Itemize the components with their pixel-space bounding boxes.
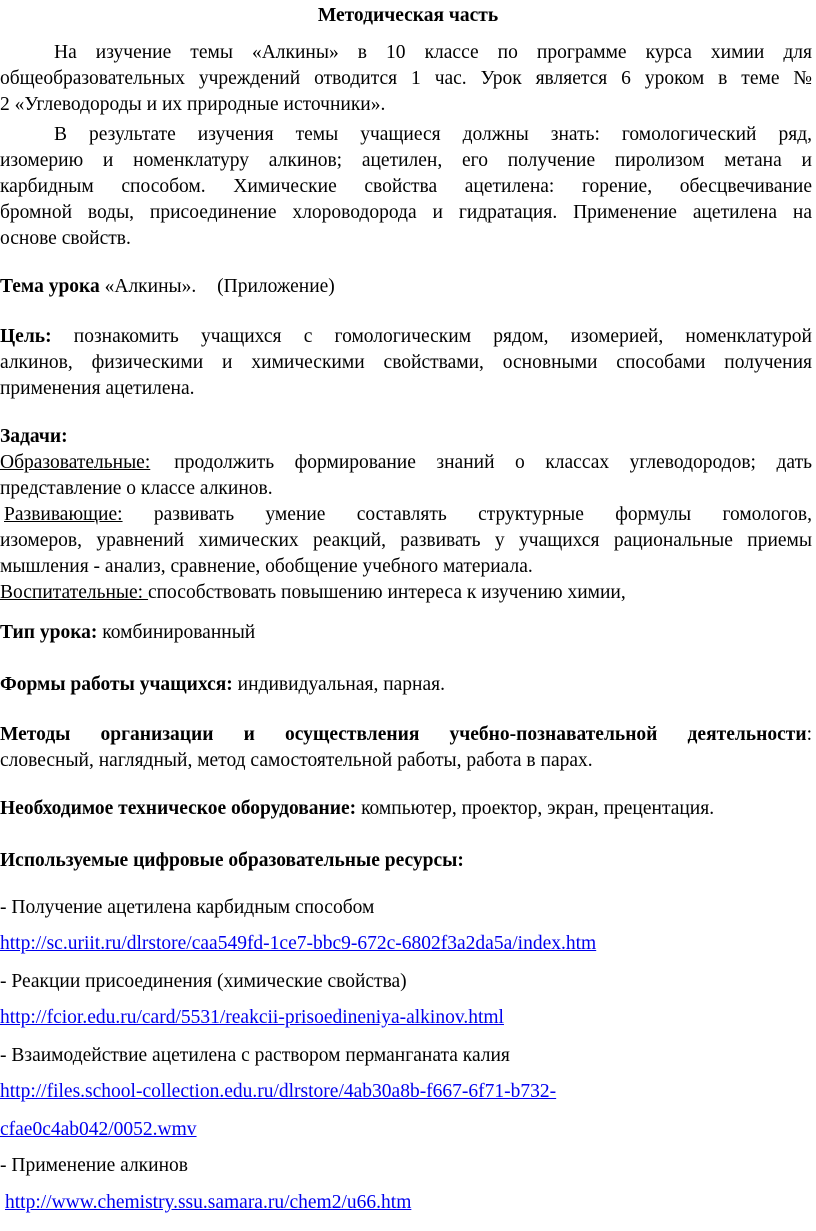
resource-url[interactable]: http://fcior.edu.ru/card/5531/reakcii-prisoedineniya-alkinov.html (0, 1007, 504, 1028)
resource-title: - Реакции присоединения (химические свойства) (0, 971, 407, 992)
resource-title: - Взаимодействие ацетилена с раствором перманганата калия (0, 1045, 510, 1066)
methods-label: Методы организации и осуществления учебно-познавательной деятельности (0, 724, 807, 745)
resource-url[interactable]: http://www.chemistry.ssu.samara.ru/chem2/u66.htm (5, 1192, 412, 1213)
text-line: изомеров, уравнений химических реакций, развивать у учащихся рациональные приемы (0, 530, 812, 551)
text-line: На изучение темы «Алкины» в 10 классе по программе курса химии для (54, 42, 812, 63)
resource-title: - Получение ацетилена карбидным способом (0, 897, 375, 918)
text-line: развивать умение составлять структурные формулы гомологов, (153, 504, 813, 525)
intro-paragraph-2 (0, 122, 812, 252)
goal-label: Цель: (0, 326, 52, 347)
resource-link[interactable] (0, 932, 596, 956)
resources-heading-block (0, 848, 812, 874)
work-forms-label: Формы работы учащихся: (0, 674, 233, 695)
upbringing-label: Воспитательные: (0, 582, 148, 603)
lesson-type-label: Тип урока: (0, 622, 98, 643)
developing-label: Развивающие: (4, 504, 123, 525)
intro-paragraph-1 (0, 40, 812, 118)
upbringing-text: способствовать повышению интереса к изучению химии, (147, 582, 626, 603)
text-line: алкинов, физическими и химическими свойствами, основными способами получения (0, 352, 812, 373)
topic-label: Тема урока (0, 276, 100, 297)
topic-note: (Приложение) (217, 276, 335, 297)
equipment-label: Необходимое техническое оборудование: (0, 798, 357, 819)
text-line: бромной воды, присоединение хлороводорода и гидратация. Применение ацетилена на (0, 202, 812, 223)
text-line: представление о классе алкинов. (0, 478, 273, 499)
work-forms (0, 672, 812, 698)
topic-value: «Алкины». (104, 276, 197, 297)
resource-url[interactable]: http://sc.uriit.ru/dlrstore/caa549fd-1ce7-bbc9-672c-6802f3a2da5a/index.htm (0, 933, 597, 954)
text-line: основе свойств. (0, 228, 131, 249)
text-line: карбидным способом. Химические свойства ацетилена: горение, обесцвечивание (0, 176, 812, 197)
resource-url-part-1[interactable]: http://files.school-collection.edu.ru/dlrstore/4ab30a8b-f667-6f71-b732- (0, 1081, 557, 1102)
methods-value: словесный, наглядный, метод самостоятельной работы, работа в парах. (0, 750, 593, 771)
document-title: Методическая часть (317, 5, 499, 26)
teaching-methods (0, 722, 812, 774)
text-line: познакомить учащихся с гомологическим рядом, изомерией, номенклатурой (73, 326, 812, 347)
text-line: В результате изучения темы учащиеся должны знать: гомологический ряд, (54, 124, 812, 145)
equipment (0, 796, 812, 822)
resource-link[interactable] (0, 1080, 556, 1104)
resource-link[interactable] (0, 1118, 197, 1142)
work-forms-value: индивидуальная, парная. (237, 674, 445, 695)
text-line: общеобразовательных учреждений отводится 1 час. Урок является 6 уроком в теме № (0, 68, 812, 89)
resource-url-part-2[interactable]: cfae0c4ab042/0052.wmv (0, 1119, 197, 1140)
text-line: изомерию и номенклатуру алкинов; ацетилен, его получение пиролизом метана и (0, 150, 812, 171)
resource-title: - Применение алкинов (0, 1155, 188, 1176)
resources-heading: Используемые цифровые образовательные ресурсы: (0, 850, 464, 871)
educational-label: Образовательные: (0, 452, 151, 473)
tasks-heading: Задачи: (0, 426, 68, 447)
lesson-topic (0, 274, 812, 300)
text-line: продолжить формирование знаний о классах углеводородов; дать (174, 452, 812, 473)
equipment-value: компьютер, проектор, экран, прецентация. (361, 798, 715, 819)
text-line: 2 «Углеводороды и их природные источники». (0, 94, 386, 115)
lesson-goal (0, 324, 812, 402)
lesson-tasks (0, 424, 812, 606)
lesson-type-value: комбинированный (102, 622, 256, 643)
text-line: мышления - анализ, сравнение, обобщение учебного материала. (0, 556, 533, 577)
text-line: применения ацетилена. (0, 378, 195, 399)
resource-link[interactable] (0, 1006, 504, 1030)
lesson-type (0, 620, 812, 646)
methods-colon: : (806, 724, 812, 745)
resource-link[interactable] (5, 1191, 411, 1215)
